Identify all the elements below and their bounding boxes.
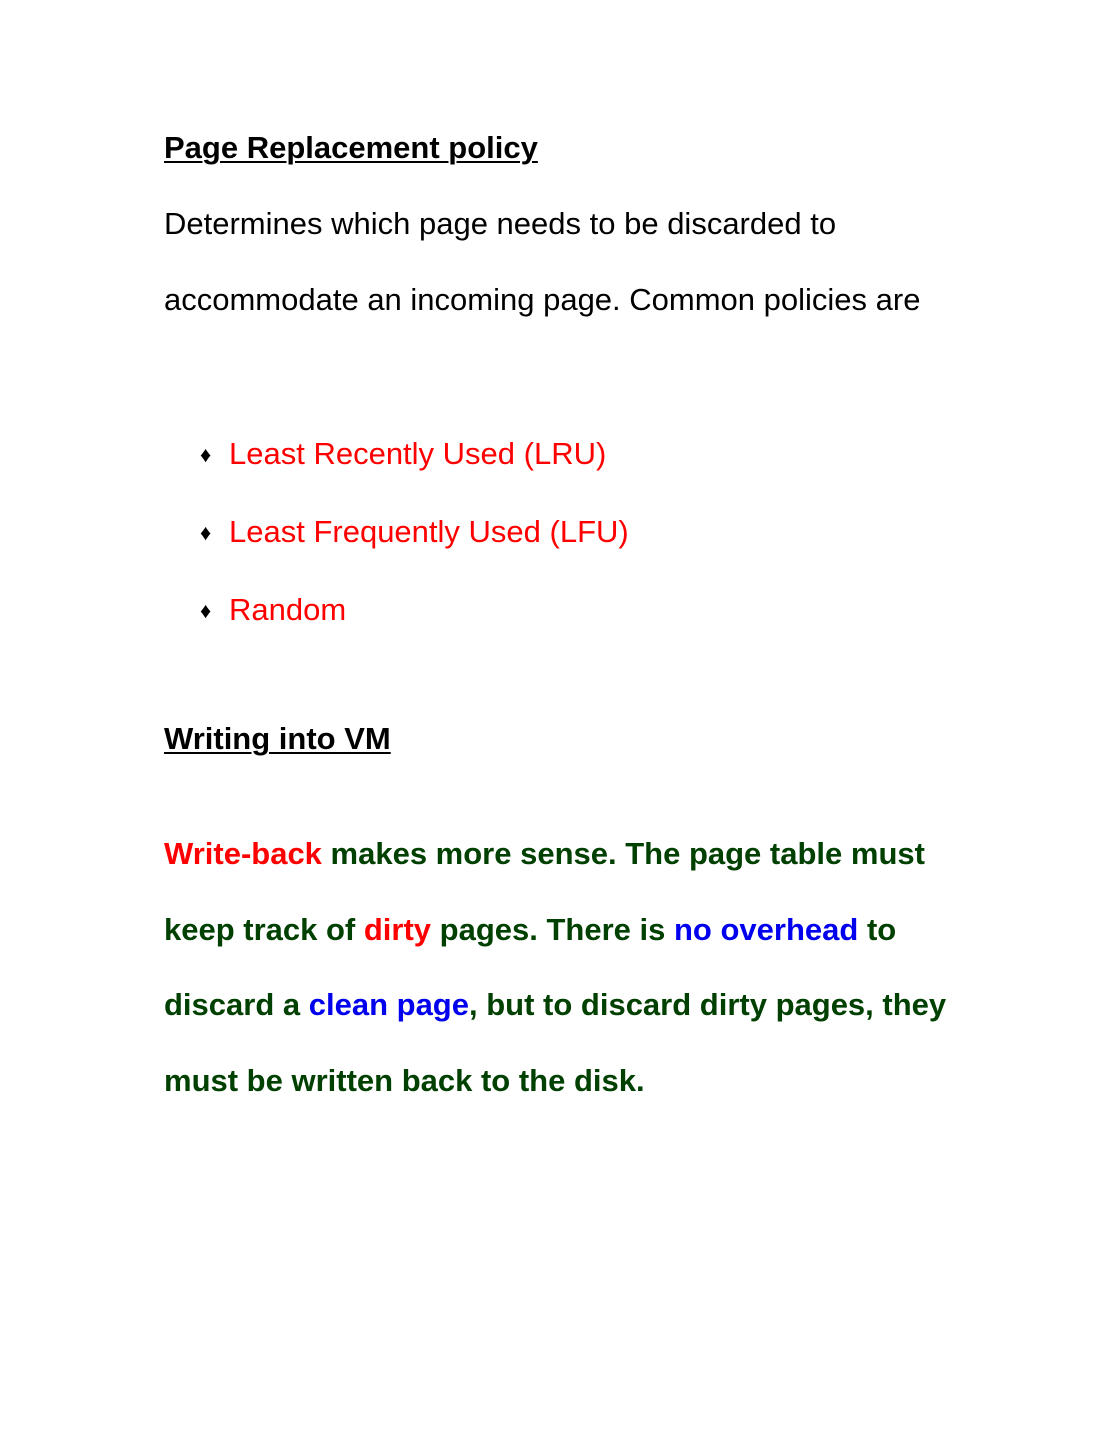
paragraph-text: to discard a xyxy=(164,911,897,1022)
list-item xyxy=(200,420,629,498)
term-clean-page: clean page xyxy=(308,987,469,1022)
write-back-paragraph xyxy=(164,816,964,1118)
paragraph-text: , but to discard dirty pages, they must be written back to the disk. xyxy=(164,987,947,1098)
diamond-bullet-icon: ♦ xyxy=(200,520,212,545)
policy-lfu: Least Frequently Used (LFU) xyxy=(229,514,629,549)
page-replacement-description: Determines which page needs to be discarded to accommodate an incoming page. Common policies are xyxy=(164,206,921,317)
list-item xyxy=(200,498,629,576)
term-no-overhead: no overhead xyxy=(674,911,859,947)
section-heading-page-replacement: Page Replacement policy xyxy=(164,130,538,165)
replacement-policy-list xyxy=(200,420,629,654)
term-dirty: dirty xyxy=(363,911,432,947)
paragraph-text: makes more sense. The page table must keep track of xyxy=(164,836,925,947)
section-heading-writing-into-vm: Writing into VM xyxy=(164,721,391,756)
list-item xyxy=(200,576,629,654)
paragraph-text: pages. There is xyxy=(431,911,674,947)
diamond-bullet-icon: ♦ xyxy=(200,598,212,623)
diamond-bullet-icon: ♦ xyxy=(200,442,212,467)
term-write-back: Write-back xyxy=(164,836,322,871)
policy-random: Random xyxy=(229,592,347,627)
policy-lru: Least Recently Used (LRU) xyxy=(229,436,607,471)
